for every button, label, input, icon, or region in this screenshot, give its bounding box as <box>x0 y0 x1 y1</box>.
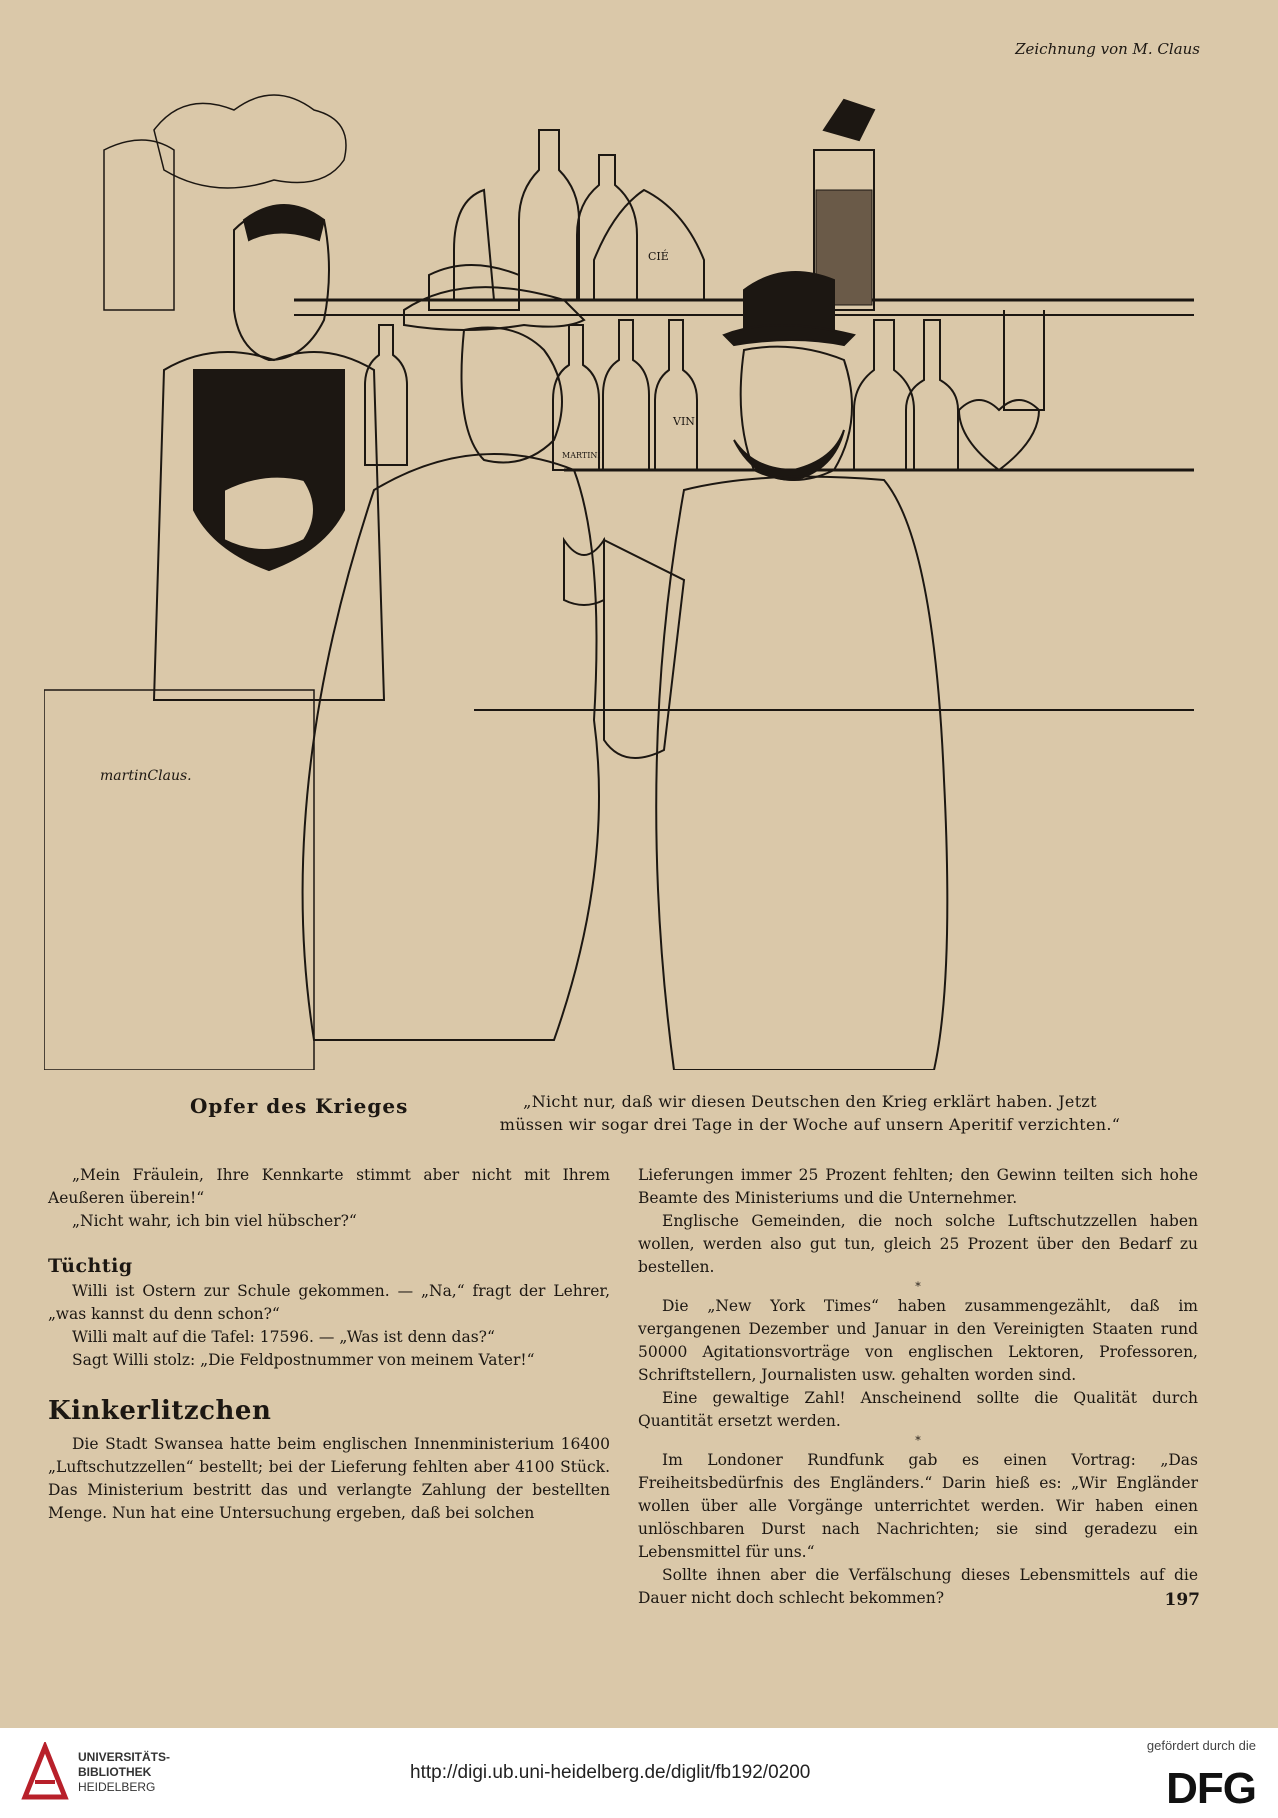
heading-kinkerlitzchen: Kinkerlitzchen <box>48 1396 272 1426</box>
tuechtig-paragraph: Willi ist Ostern zur Schule gekommen. — „Na,“ fragt der Lehrer, „was kannst du denn schon?“ <box>48 1282 610 1323</box>
university-name[interactable] <box>78 1750 170 1795</box>
article-paragraph: Eine gewaltige Zahl! Anscheinend sollte die Qualität durch Quantität ersetzt werden. <box>638 1389 1198 1430</box>
heading-tuechtig: Tüchtig <box>48 1255 133 1277</box>
right-column <box>638 1164 1198 1610</box>
cartoon-illustration <box>44 70 1236 1070</box>
bottle-label-3: MARTINI <box>562 451 601 460</box>
left-column <box>48 1164 610 1525</box>
section-separator: * <box>915 1280 921 1293</box>
caption-quote-line: müssen wir sogar drei Tage in der Woche auf unsern Aperitif verzichten.“ <box>499 1115 1121 1134</box>
university-name-line: BIBLIOTHEK <box>78 1765 152 1779</box>
dfg-logo[interactable]: DFG <box>1166 1764 1256 1813</box>
bottle-label-1: CIÉ <box>648 250 669 263</box>
viewer-footer <box>0 1728 1278 1818</box>
permalink-url[interactable]: http://digi.ub.uni-heidelberg.de/diglit/fb192/0200 <box>410 1762 811 1783</box>
caption-title: Opfer des Krieges <box>190 1094 409 1118</box>
page-number: 197 <box>1164 1590 1200 1610</box>
tuechtig-paragraph: Sagt Willi stolz: „Die Feldpostnummer von meinem Vater!“ <box>72 1351 535 1369</box>
article-paragraph: Im Londoner Rundfunk gab es einen Vortrag: „Das Freiheitsbedürfnis des Engländers.“ Darin hieß es: „Wir Engländer wollen über alle Vorgänge unterrichtet werden. Wir haben einen unlöschbaren Durst nach Nachrichten; sie sind geradezu ein Lebensmittel für uns.“ <box>638 1451 1198 1561</box>
section-separator: * <box>915 1434 921 1447</box>
article-paragraph: Sollte ihnen aber die Verfälschung dieses Lebensmittels auf die Dauer nicht doch schlecht bekommen? <box>638 1566 1198 1607</box>
joke-paragraph: „Mein Fräulein, Ihre Kennkarte stimmt aber nicht mit Ihrem Aeußeren überein!“ <box>48 1166 610 1207</box>
article-paragraph: Die „New York Times“ haben zusammengezählt, daß im vergangenen Dezember und Januar in den Vereinigten Staaten rund 50000 Agitationsvorträge von englischen Lektoren, Professoren, Schriftstellern, Journalisten usw. gehalten worden sind. <box>638 1297 1198 1384</box>
tuechtig-paragraph: Willi malt auf die Tafel: 17596. — „Was ist denn das?“ <box>72 1328 495 1346</box>
joke-paragraph: „Nicht wahr, ich bin viel hübscher?“ <box>72 1212 357 1230</box>
university-name-line: UNIVERSITÄTS- <box>78 1750 171 1764</box>
bottle-label-2: VIN <box>673 415 695 428</box>
caption-quote <box>420 1090 1200 1136</box>
artist-signature: martinClaus. <box>100 768 192 784</box>
article-paragraph: Lieferungen immer 25 Prozent fehlten; den Gewinn teilten sich hohe Beamte des Ministeriums und die Unternehmer. <box>638 1166 1198 1207</box>
funding-note: gefördert durch die <box>1146 1738 1256 1753</box>
university-logo-icon <box>20 1742 70 1802</box>
kinkerlitzchen-paragraph: Die Stadt Swansea hatte beim englischen Innenministerium 16400 „Luftschutzzellen“ bestellt; bei der Lieferung fehlten aber 4100 Stück. Das Ministerium bestritt das und verlangte Zahlung der bestellten Menge. Nun hat eine Untersuchung ergeben, daß bei solchen <box>48 1435 610 1522</box>
caption-quote-line: „Nicht nur, daß wir diesen Deutschen den Krieg erklärt haben. Jetzt <box>523 1092 1097 1111</box>
university-name-line: HEIDELBERG <box>78 1780 156 1794</box>
article-paragraph: Englische Gemeinden, die noch solche Luftschutzzellen haben wollen, werden also gut tun, gleich 25 Prozent über den Bedarf zu bestellen. <box>638 1212 1198 1276</box>
illustration-credit: Zeichnung von M. Claus <box>1015 40 1200 58</box>
